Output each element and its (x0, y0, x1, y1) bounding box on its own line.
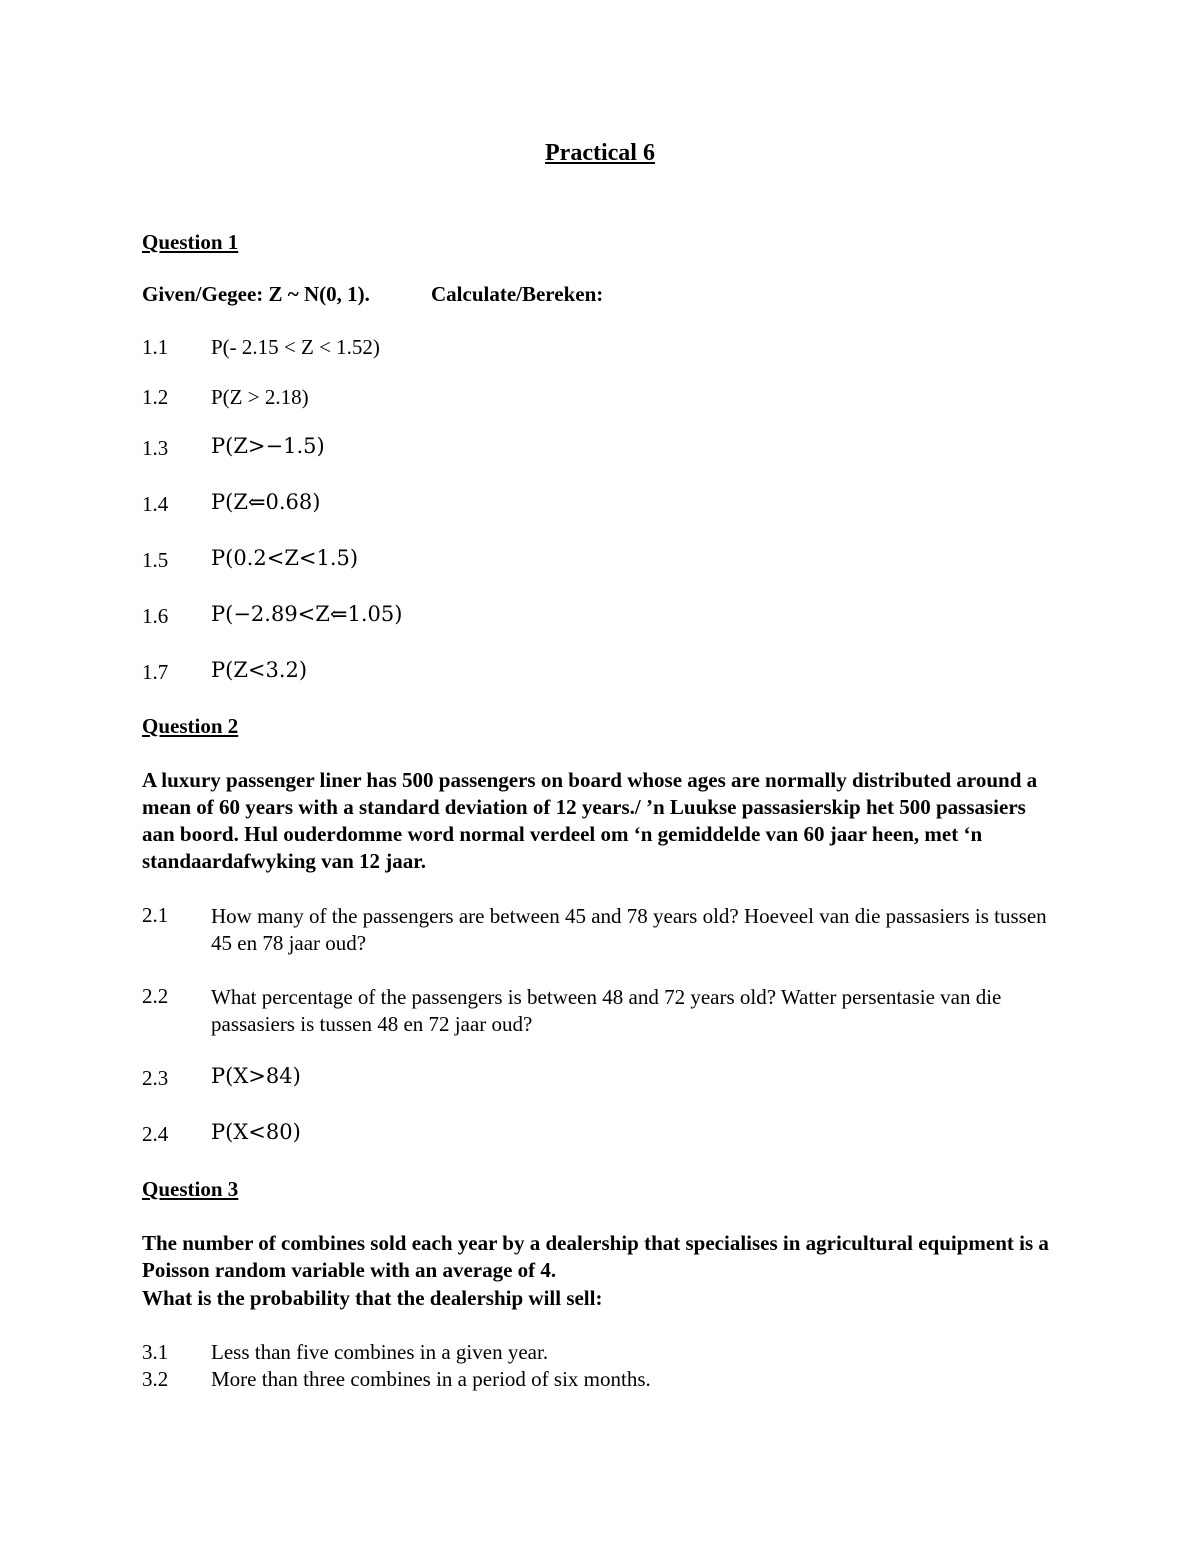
given-expression: Z ~ N(0, 1). (268, 282, 370, 306)
item-2-3-number: 2.3 (142, 1066, 169, 1090)
calculate-label: Calculate/Bereken: (431, 282, 604, 306)
item-1-4-expression: P(Z⇐0.68) (211, 490, 321, 514)
question-2-heading: Question 2 (142, 714, 239, 738)
item-2-4-number: 2.4 (142, 1122, 169, 1146)
item-2-1-number: 2.1 (142, 903, 169, 927)
item-2-3-expression: P(X>84) (211, 1064, 301, 1088)
item-1-4-number: 1.4 (142, 492, 169, 516)
question-2-paragraph: A luxury passenger liner has 500 passengers on board whose ages are normally distributed around a mean of 60 years with a standard deviation of 12 years./ ’n Luukse passasierskip het 500 passasiers aan boord. Hul ouderdomme word normal verdeel om ‘n gemiddelde van 60 jaar heen, met ‘n standaardafwyking van 12 jaar. (142, 768, 1038, 873)
item-1-3-expression: P(Z>−1.5) (211, 434, 325, 458)
item-1-2-expression: P(Z > 2.18) (211, 385, 309, 409)
question-1-heading: Question 1 (142, 230, 239, 254)
item-3-2-text: More than three combines in a period of six months. (211, 1367, 651, 1391)
item-1-5-expression: P(0.2<Z<1.5) (211, 546, 359, 570)
question-3-heading: Question 3 (142, 1177, 239, 1201)
item-1-7-expression: P(Z<3.2) (211, 658, 308, 682)
item-2-2-text: What percentage of the passengers is between 48 and 72 years old? Watter persentasie van die passasiers is tussen 48 en 72 jaar oud? (211, 985, 1002, 1036)
given-label: Given/Gegee: (142, 282, 264, 306)
item-1-5-number: 1.5 (142, 548, 169, 572)
given-line (142, 282, 370, 307)
item-1-6-number: 1.6 (142, 604, 169, 628)
item-1-2-number: 1.2 (142, 385, 169, 409)
item-1-1-number: 1.1 (142, 335, 169, 359)
item-1-6-expression: P(−2.89<Z⇐1.05) (211, 602, 403, 626)
item-2-1-text: How many of the passengers are between 45 and 78 years old? Hoeveel van die passasiers is tussen 45 en 78 jaar oud? (211, 904, 1047, 955)
item-1-7-number: 1.7 (142, 660, 169, 684)
item-3-2-number: 3.2 (142, 1367, 169, 1391)
question-3-paragraph: The number of combines sold each year by a dealership that specialises in agricultural equipment is a Poisson random variable with an average of 4. (142, 1231, 1049, 1282)
item-3-1-number: 3.1 (142, 1340, 169, 1364)
item-2-2-number: 2.2 (142, 984, 169, 1008)
item-3-1-text: Less than five combines in a given year. (211, 1340, 549, 1364)
page-title: Practical 6 (545, 140, 655, 166)
item-1-3-number: 1.3 (142, 436, 169, 460)
item-1-1-expression: P(- 2.15 < Z < 1.52) (211, 335, 380, 359)
item-2-4-expression: P(X<80) (211, 1120, 301, 1144)
question-3-prompt: What is the probability that the dealership will sell: (142, 1286, 603, 1310)
